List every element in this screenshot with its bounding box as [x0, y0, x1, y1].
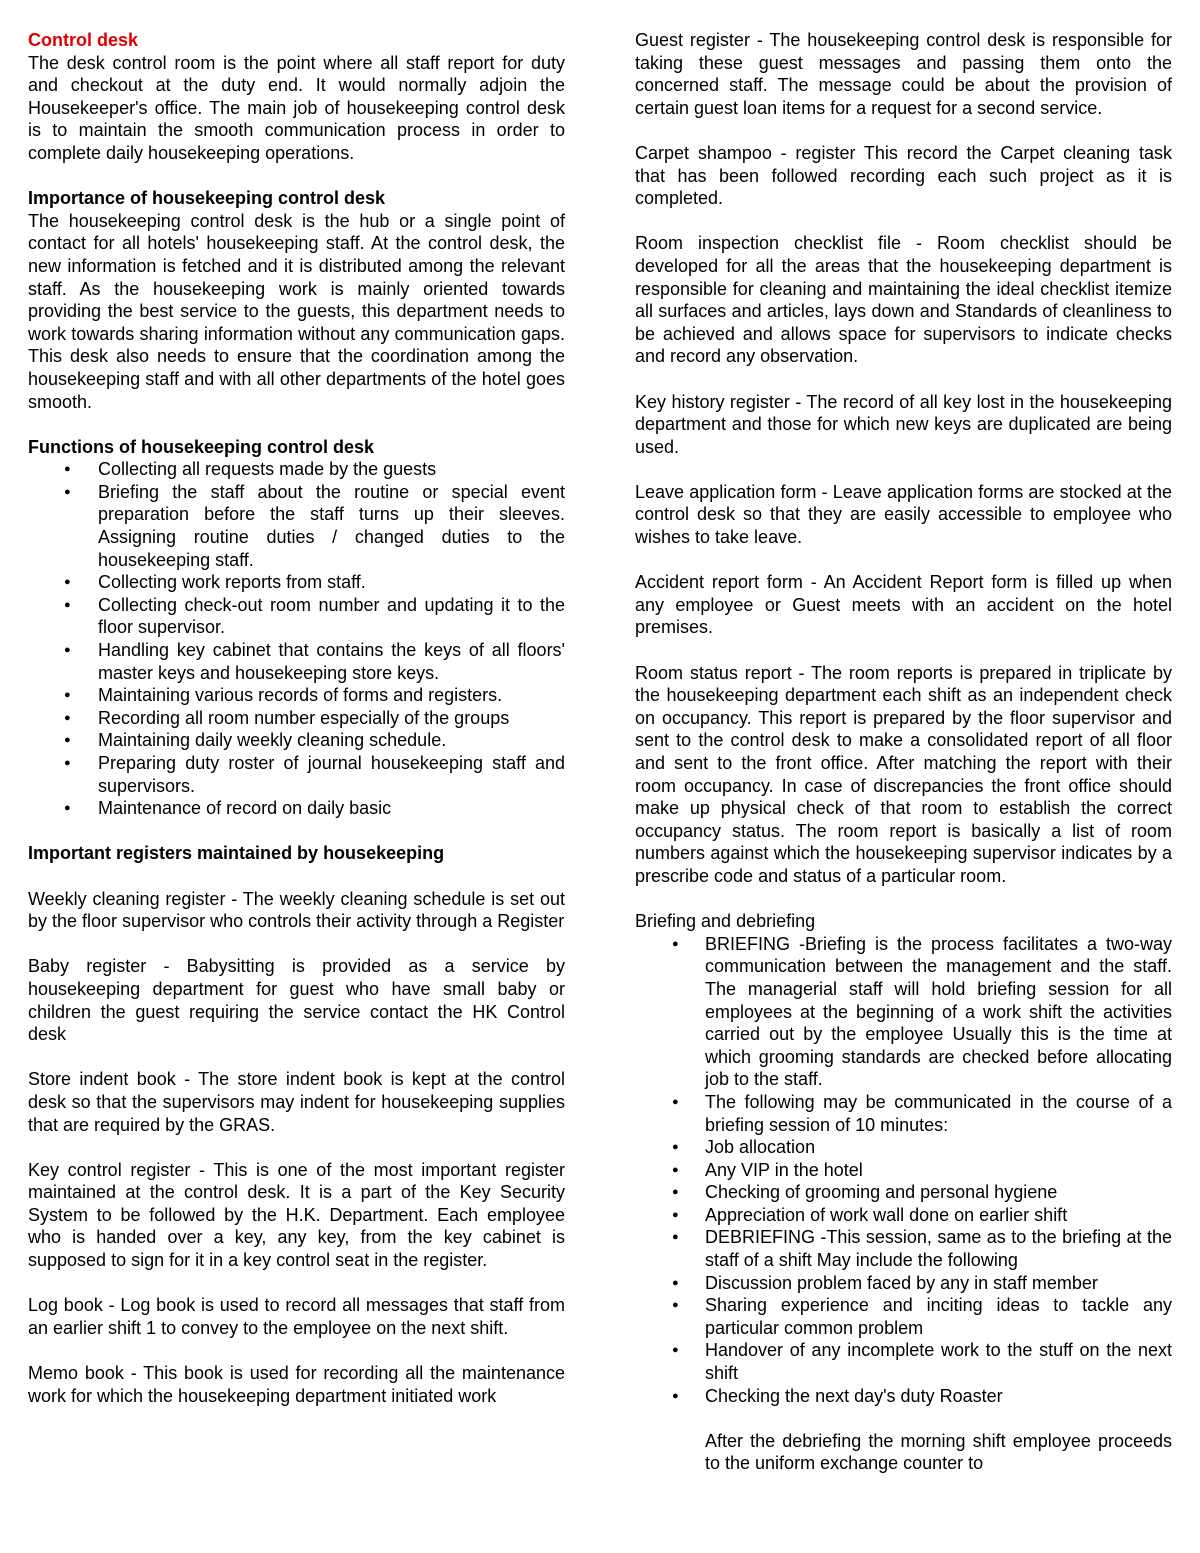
- list-item: ● Maintenance of record on daily basic: [28, 797, 565, 820]
- list-item: ● Preparing duty roster of journal housekeeping staff and supervisors.: [28, 752, 565, 797]
- list-item: ● Briefing the staff about the routine or special event preparation before the staff turns up their sleeves. Assigning routine duties / changed duties to the housekeeping staff.: [28, 481, 565, 571]
- register-paragraph: Log book - Log book is used to record all messages that staff from an earlier shift 1 to convey to the employee on the next shift.: [28, 1295, 565, 1338]
- briefing-list: [635, 933, 1172, 1407]
- list-item: ● Any VIP in the hotel: [635, 1159, 1172, 1182]
- list-item: ● Collecting check-out room number and updating it to the floor supervisor.: [28, 594, 565, 639]
- list-item: ● Maintaining daily weekly cleaning schedule.: [28, 729, 565, 752]
- control-desk-paragraph: The desk control room is the point where all staff report for duty and checkout at the duty end. It would normally adjoin the Housekeeper's office. The main job of housekeeping control desk is to maintain the smooth communication process in order to complete daily housekeeping operations.: [28, 52, 565, 163]
- list-item: ● DEBRIEFING -This session, same as to the briefing at the staff of a shift May include the following: [635, 1226, 1172, 1271]
- functions-heading: Functions of housekeeping control desk: [28, 436, 375, 457]
- left-column: [28, 29, 565, 1407]
- list-item: ● Checking the next day's duty Roaster: [635, 1385, 1172, 1408]
- register-paragraph: Key history register - The record of all key lost in the housekeeping department and those for which new keys are duplicated are being used.: [635, 391, 1172, 457]
- list-item: ● Checking of grooming and personal hygiene: [635, 1181, 1172, 1204]
- briefing-heading: Briefing and debriefing: [635, 911, 816, 932]
- importance-heading: Importance of housekeeping control desk: [28, 188, 386, 209]
- register-paragraph: Memo book - This book is used for recording all the maintenance work for which the housekeeping department initiated work: [28, 1363, 565, 1406]
- register-paragraph: Key control register - This is one of the most important register maintained at the control desk. It is a part of the Key Security System to be followed by the H.K. Department. Each employee who is handed over a key, any key, from the key cabinet is supposed to sign for it in a key control seat in the register.: [28, 1159, 565, 1271]
- register-paragraph: Room inspection checklist file - Room checklist should be developed for all the areas that the housekeeping department is responsible for cleaning and maintaining the ideal checklist itemize all surfaces and articles, lays down and Standards of cleanliness to be achieved and allows space for supervisors to indicate checks and record any observation.: [635, 233, 1172, 367]
- register-paragraph: Room status report - The room reports is prepared in triplicate by the housekeeping department each shift as an independent check on occupancy. This report is prepared by the floor supervisor and sent to the control desk to make a consolidated report of all floor and sent to the front office. After matching the report with their room occupancy. In case of discrepancies the front office should make up physical check of that room to establish the correct occupancy status. The room report is basically a list of room numbers against which the housekeeping supervisor indicates by a prescribe code and status of a particular room.: [635, 662, 1172, 886]
- list-item: ● Maintaining various records of forms and registers.: [28, 684, 565, 707]
- register-paragraph: Weekly cleaning register - The weekly cleaning schedule is set out by the floor supervisor who controls their activity through a Register: [28, 888, 565, 932]
- list-item: ● The following may be communicated in the course of a briefing session of 10 minutes:: [635, 1091, 1172, 1136]
- list-item: ● BRIEFING -Briefing is the process facilitates a two-way communication between the management and the staff. The managerial staff will hold briefing session for all employees at the beginning of a work shift the activities carried out by the employee Usually this is the time at which grooming standards are checked before allocating job to the staff.: [635, 933, 1172, 1091]
- register-paragraph: Guest register - The housekeeping control desk is responsible for taking these guest messages and passing them onto the concerned staff. The message could be about the provision of certain guest loan items for a request for a second service.: [635, 30, 1172, 118]
- register-paragraph: Baby register - Babysitting is provided as a service by housekeeping department for guest who have small baby or children the guest requiring the service contact the HK Control desk: [28, 956, 565, 1045]
- register-paragraph: Leave application form - Leave application forms are stocked at the control desk so that they are easily accessible to employee who wishes to take leave.: [635, 481, 1172, 548]
- list-item: ● Discussion problem faced by any in staff member: [635, 1272, 1172, 1295]
- list-item: ● Appreciation of work wall done on earlier shift: [635, 1204, 1172, 1227]
- register-paragraph: Store indent book - The store indent book is kept at the control desk so that the supervisors may indent for housekeeping supplies that are required by the GRAS.: [28, 1069, 565, 1135]
- list-item: ● Recording all room number especially of the groups: [28, 707, 565, 730]
- list-item: ● Handover of any incomplete work to the stuff on the next shift: [635, 1339, 1172, 1384]
- control-desk-heading: Control desk: [28, 30, 139, 50]
- functions-list: [28, 458, 565, 820]
- list-item: ● Collecting all requests made by the guests: [28, 458, 565, 481]
- right-column: [635, 29, 1172, 1475]
- after-debriefing-paragraph: After the debriefing the morning shift employee proceeds to the uniform exchange counter to: [705, 1430, 1172, 1474]
- register-paragraph: Carpet shampoo - register This record the Carpet cleaning task that has been followed recording each such project as it is completed.: [635, 142, 1172, 209]
- list-item: ● Handling key cabinet that contains the keys of all floors' master keys and housekeeping store keys.: [28, 639, 565, 684]
- list-item: ● Collecting work reports from staff.: [28, 571, 565, 594]
- register-paragraph: Accident report form - An Accident Report form is filled up when any employee or Guest meets with an accident on the hotel premises.: [635, 572, 1172, 638]
- registers-heading: Important registers maintained by housekeeping: [28, 843, 445, 864]
- list-item: ● Sharing experience and inciting ideas to tackle any particular common problem: [635, 1294, 1172, 1339]
- importance-paragraph: The housekeeping control desk is the hub or a single point of contact for all hotels' housekeeping staff. At the control desk, the new information is fetched and it is distributed among the relevant staff. As the housekeeping work is mainly oriented towards providing the best service to the guests, this department needs to work towards sharing information without any communication gaps. This desk also needs to ensure that the coordination among the housekeeping staff and with all other departments of the hotel goes smooth.: [28, 210, 565, 412]
- list-item: ● Job allocation: [635, 1136, 1172, 1159]
